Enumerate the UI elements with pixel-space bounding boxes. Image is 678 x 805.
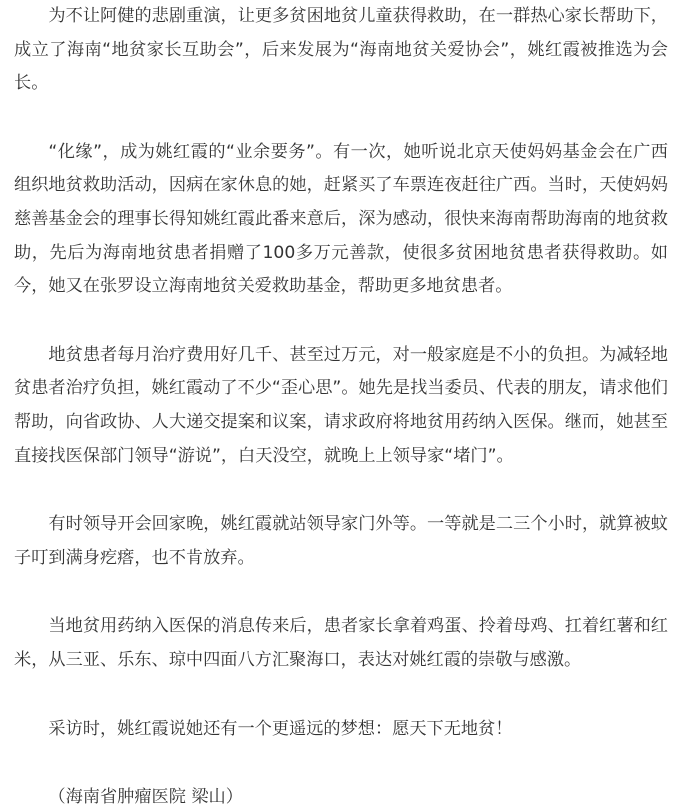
paragraph-3: 地贫患者每月治疗费用好几千、甚至过万元，对一般家庭是不小的负担。为减轻地贫患者治疗负担，姚红霞动了不少“歪心思”。她先是找当委员、代表的朋友，请求他们帮助，向省政协、人大递交提案和议案，请求政府将地贫用药纳入医保。继而，她甚至直接找医保部门领导“游说”，白天没空，就晚上上领导家“堵门”。 [14, 344, 668, 466]
paragraph-6: 采访时，姚红霞说她还有一个更遥远的梦想：愿天下无地贫！ [48, 718, 513, 739]
article-credit: （海南省肿瘤医院 梁山） [48, 787, 243, 805]
paragraph-1: 为不让阿健的悲剧重演，让更多贫困地贫儿童获得救助，在一群热心家长帮助下，成立了海南“地贫家长互助会”，后来发展为“海南地贫关爱协会”，姚红霞被推选为会长。 [14, 6, 668, 94]
paragraph-4: 有时领导开会回家晚，姚红霞就站领导家门外等。一等就是二三个小时，就算被蚊子叮到满身疙瘩，也不肯放弃。 [14, 514, 668, 568]
paragraph-5: 当地贫用药纳入医保的消息传来后，患者家长拿着鸡蛋、拎着母鸡、扛着红薯和红米，从三亚、乐东、琼中四面八方汇聚海口，表达对姚红霞的崇敬与感激。 [14, 616, 668, 670]
paragraph-2: “化缘”，成为姚红霞的“业余要务”。有一次，她听说北京天使妈妈基金会在广西组织地贫救助活动，因病在家休息的她，赶紧买了车票连夜赶往广西。当时，天使妈妈慈善基金会的理事长得知姚红霞此番来意后，深为感动，很快来海南帮助海南的地贫救助，先后为海南地贫患者捐赠了100多万元善款，使很多贫困地贫患者获得救助。如今，她又在张罗设立海南地贫关爱救助基金，帮助更多地贫患者。 [14, 141, 668, 297]
